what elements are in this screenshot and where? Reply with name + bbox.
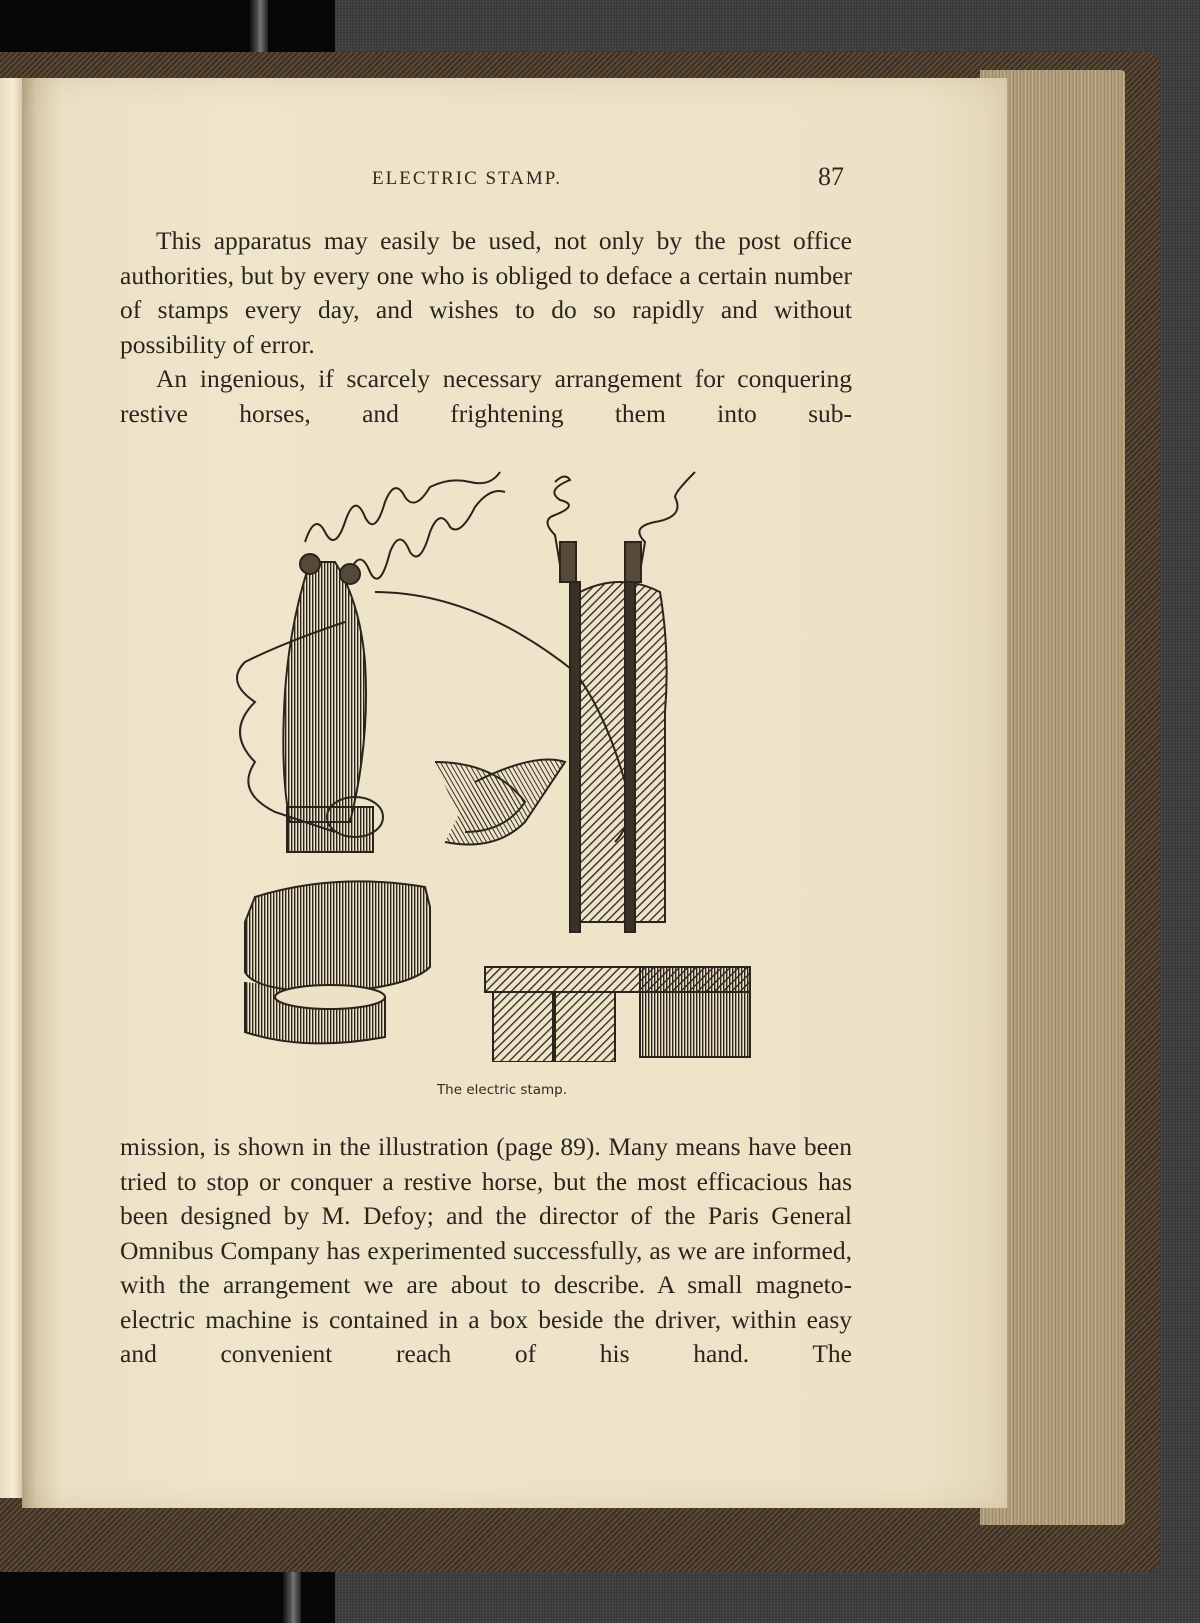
body-text-top (120, 224, 852, 431)
facing-page-edge (0, 78, 22, 1498)
electric-stamp-illustration (225, 462, 765, 1062)
book-cradle-rod-top (250, 0, 268, 55)
paragraph: An ingenious, if scarcely necessary arrangement for conquering restive horses, and frightening them into sub- (120, 364, 852, 428)
figure-caption: The electric stamp. (436, 1082, 568, 1098)
paragraph: mission, is shown in the illustration (page 89). Many means have been tried to stop or conquer a restive horse, but the most efficacious has been designed by M. Defoy; and the director of the Paris General Omnibus Company has experimented successfully, as we are informed, with the arrangement we are about to describe. A small magneto-electric machine is contained in a box beside the driver, within easy and convenient reach of his hand. The (120, 1132, 852, 1368)
running-head: ELECTRIC STAMP. (372, 168, 562, 189)
page-number: 87 (818, 162, 844, 191)
body-text-bottom (120, 1130, 852, 1372)
book-cradle-rod-bottom (283, 1570, 301, 1623)
paragraph: This apparatus may easily be used, not only by the post office authorities, but by every one who is obliged to deface a certain number of stamps every day, and wishes to do so rapidly and without possibility of error. (120, 226, 852, 359)
